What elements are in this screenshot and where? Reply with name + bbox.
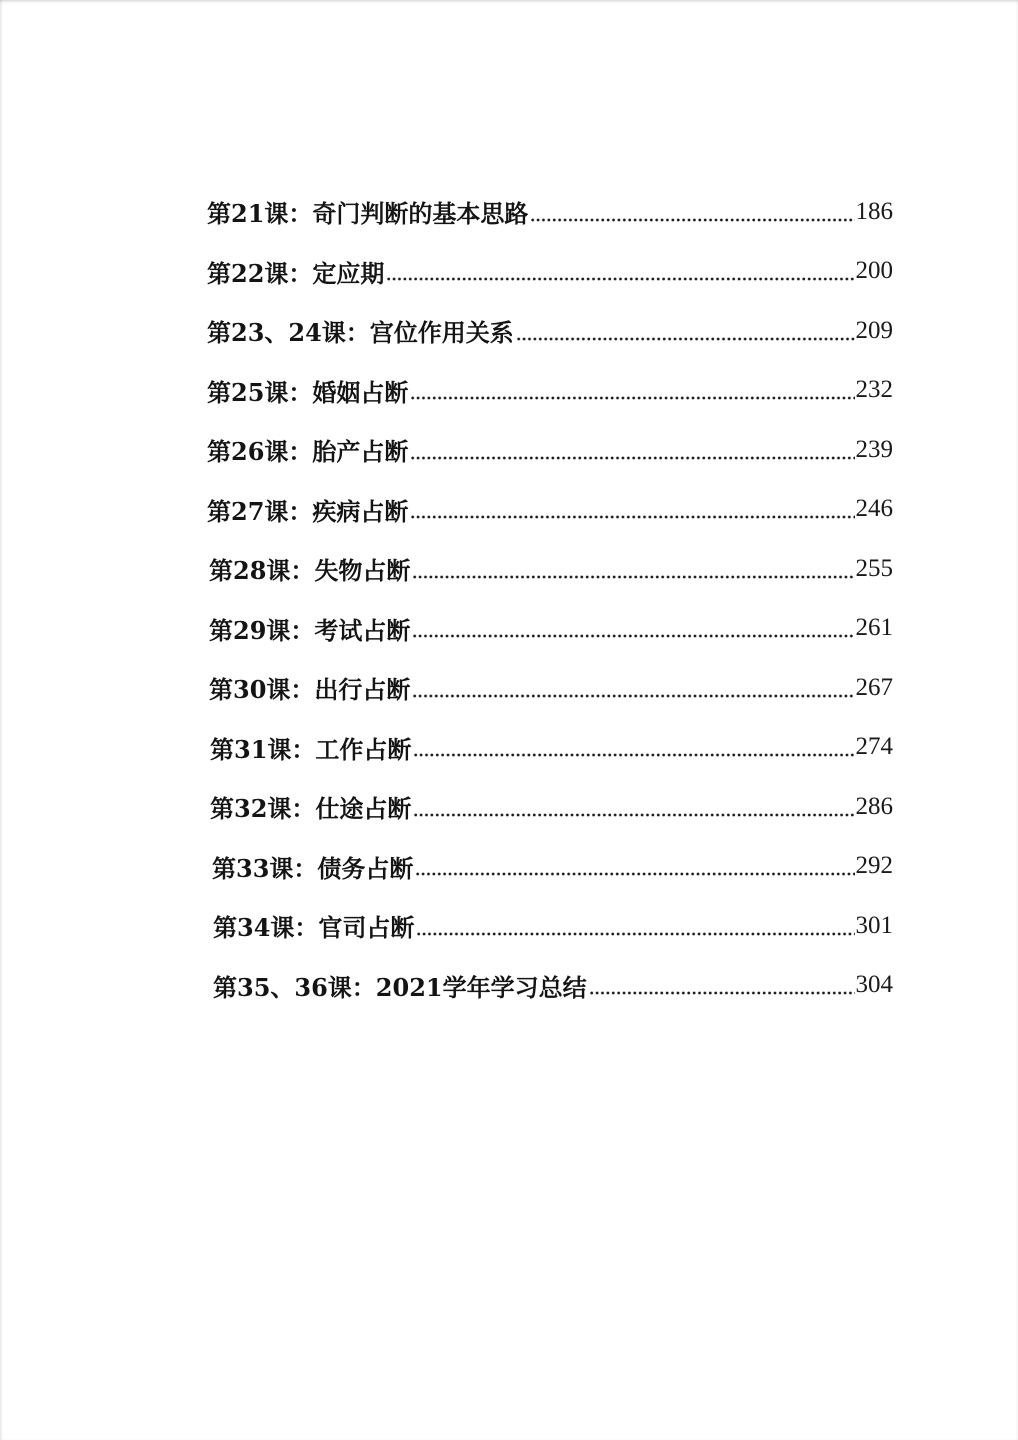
toc-entry — [207, 182, 893, 242]
toc-entry-title: 第30课：出行占断 — [209, 675, 411, 705]
toc-entry-title: 第22课：定应期 — [207, 258, 385, 288]
toc-entry — [207, 956, 893, 1016]
toc-entry — [207, 420, 893, 480]
toc-entry-title: 第21课：奇门判断的基本思路 — [207, 199, 529, 229]
toc-entry-page: 232 — [855, 376, 893, 404]
toc-entry — [207, 599, 893, 659]
toc-entry — [207, 539, 893, 599]
dot-leader — [410, 440, 854, 460]
toc-entry-title: 第33课：债务占断 — [212, 853, 414, 883]
toc-entry-page: 286 — [855, 792, 893, 820]
toc-entry-page: 239 — [855, 435, 893, 463]
toc-entry-title: 第23、24课：宫位作用关系 — [207, 318, 514, 348]
dot-leader — [412, 678, 854, 698]
dot-leader — [516, 321, 855, 341]
toc-entry-title: 第32课：仕途占断 — [210, 794, 412, 824]
toc-entry-page: 261 — [855, 614, 893, 642]
toc-entry — [207, 777, 893, 837]
toc-entry — [207, 718, 893, 778]
toc-entry-page: 267 — [855, 673, 893, 701]
toc-entry-title: 第27课：疾病占断 — [207, 496, 409, 526]
toc-entry-page: 292 — [855, 852, 893, 880]
dot-leader — [530, 202, 854, 222]
toc-entry-title: 第31课：工作占断 — [210, 734, 412, 764]
dot-leader — [413, 797, 854, 817]
toc-entry-page: 304 — [855, 971, 893, 999]
toc-entry-page: 200 — [855, 257, 893, 285]
dot-leader — [410, 380, 854, 400]
toc-entry-page: 274 — [855, 733, 893, 761]
toc-entry-title: 第34课：官司占断 — [213, 913, 415, 943]
toc-entry-title: 第28课：失物占断 — [209, 556, 411, 586]
dot-leader — [412, 559, 854, 579]
toc-entry-page: 209 — [855, 316, 893, 344]
toc-entry-page: 301 — [855, 911, 893, 939]
table-of-contents — [207, 182, 893, 1015]
toc-entry — [207, 837, 893, 897]
toc-entry — [207, 361, 893, 421]
toc-entry-page: 246 — [855, 495, 893, 523]
toc-entry-title: 第35、36课：2021学年学习总结 — [213, 972, 587, 1002]
dot-leader — [386, 261, 854, 281]
toc-entry — [207, 896, 893, 956]
toc-entry-title: 第29课：考试占断 — [209, 615, 411, 645]
toc-entry — [207, 480, 893, 540]
dot-leader — [415, 856, 854, 876]
toc-entry — [207, 301, 893, 361]
toc-entry-page: 255 — [855, 554, 893, 582]
dot-leader — [413, 737, 854, 757]
dot-leader — [589, 975, 855, 995]
dot-leader — [416, 916, 854, 936]
dot-leader — [410, 499, 854, 519]
dot-leader — [412, 618, 854, 638]
toc-entry-page: 186 — [855, 197, 893, 225]
toc-entry-title: 第26课：胎产占断 — [207, 437, 409, 467]
toc-entry — [207, 242, 893, 302]
toc-entry-title: 第25课：婚姻占断 — [207, 377, 409, 407]
toc-entry — [207, 658, 893, 718]
